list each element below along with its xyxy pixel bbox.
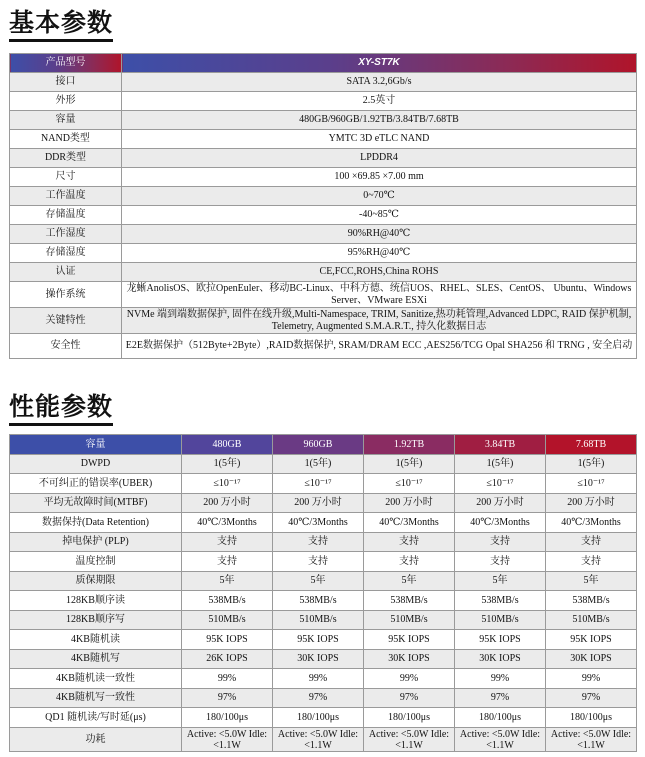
row-value: 99% xyxy=(364,669,455,689)
table-row xyxy=(10,187,637,206)
row-value: 200 万小时 xyxy=(364,494,455,513)
row-value: 5年 xyxy=(273,572,364,591)
row-label: 存储湿度 xyxy=(10,244,122,263)
row-value: Active: <5.0W Idle: <1.1W xyxy=(182,728,273,752)
table-header-row xyxy=(10,435,637,455)
table-row xyxy=(10,334,637,359)
table-row xyxy=(10,669,637,689)
row-value: 5年 xyxy=(182,572,273,591)
basic-params-title: 基本参数 xyxy=(9,3,113,39)
row-value: 97% xyxy=(455,689,546,708)
row-label: DDR类型 xyxy=(10,149,122,168)
header-cell-3-84tb: 3.84TB xyxy=(455,435,546,455)
row-label: QD1 随机读/写时延(μs) xyxy=(10,708,182,728)
row-label: 128KB顺序写 xyxy=(10,611,182,630)
row-value: 180/100μs xyxy=(455,708,546,728)
row-value: 99% xyxy=(182,669,273,689)
row-label: 4KB随机读 xyxy=(10,630,182,650)
row-value: 97% xyxy=(364,689,455,708)
row-value: 40℃/3Months xyxy=(546,513,637,533)
row-value: 5年 xyxy=(364,572,455,591)
row-value: 538MB/s xyxy=(182,591,273,611)
row-label: 温度控制 xyxy=(10,552,182,572)
row-label: 工作湿度 xyxy=(10,225,122,244)
row-label: NAND类型 xyxy=(10,130,122,149)
row-label: 128KB顺序读 xyxy=(10,591,182,611)
row-value: 5年 xyxy=(546,572,637,591)
row-value: 支持 xyxy=(273,552,364,572)
header-cell-model: XY-ST7K xyxy=(122,54,637,73)
row-value: 1(5年) xyxy=(364,455,455,474)
row-value: 95K IOPS xyxy=(273,630,364,650)
table-row xyxy=(10,206,637,225)
row-value: 30K IOPS xyxy=(455,650,546,669)
row-value: 支持 xyxy=(546,552,637,572)
row-label: 操作系统 xyxy=(10,282,122,308)
row-value: 510MB/s xyxy=(364,611,455,630)
table-row xyxy=(10,244,637,263)
row-value: 95K IOPS xyxy=(364,630,455,650)
row-value: 支持 xyxy=(455,552,546,572)
row-value: 支持 xyxy=(546,533,637,552)
table-row xyxy=(10,474,637,494)
row-label: 工作温度 xyxy=(10,187,122,206)
row-label: 功耗 xyxy=(10,728,182,752)
table-row xyxy=(10,650,637,669)
row-label: 认证 xyxy=(10,263,122,282)
row-value: 95%RH@40℃ xyxy=(122,244,637,263)
row-value: 97% xyxy=(182,689,273,708)
row-label: 平均无故障时间(MTBF) xyxy=(10,494,182,513)
row-value: 支持 xyxy=(273,533,364,552)
row-label: 4KB随机写一致性 xyxy=(10,689,182,708)
row-value: 40℃/3Months xyxy=(364,513,455,533)
table-row xyxy=(10,494,637,513)
row-value: -40~85℃ xyxy=(122,206,637,225)
row-value: 1(5年) xyxy=(273,455,364,474)
row-value: 200 万小时 xyxy=(182,494,273,513)
table-row xyxy=(10,708,637,728)
table-header-row xyxy=(10,54,637,73)
header-cell-480gb: 480GB xyxy=(182,435,273,455)
table-row xyxy=(10,591,637,611)
table-row xyxy=(10,92,637,111)
row-value: 支持 xyxy=(182,533,273,552)
table-row xyxy=(10,630,637,650)
row-value: 30K IOPS xyxy=(273,650,364,669)
perf-params-title: 性能参数 xyxy=(9,387,113,423)
row-value: E2E数据保护（512Byte+2Byte）,RAID数据保护, SRAM/DRAM ECC ,AES256/TCG Opal SHA256 和 TRNG , 安全启动 xyxy=(122,334,637,359)
row-value: 2.5英寸 xyxy=(122,92,637,111)
row-label: 安全性 xyxy=(10,334,122,359)
row-value: 0~70℃ xyxy=(122,187,637,206)
perf-params-table xyxy=(9,434,637,752)
row-label: 外形 xyxy=(10,92,122,111)
row-value: 99% xyxy=(273,669,364,689)
row-label: 存储温度 xyxy=(10,206,122,225)
row-label: 4KB随机写 xyxy=(10,650,182,669)
row-value: SATA 3.2,6Gb/s xyxy=(122,73,637,92)
header-cell-960gb: 960GB xyxy=(273,435,364,455)
table-row xyxy=(10,263,637,282)
row-label: 接口 xyxy=(10,73,122,92)
row-label: 4KB随机读一致性 xyxy=(10,669,182,689)
table-row xyxy=(10,149,637,168)
row-value: Active: <5.0W Idle: <1.1W xyxy=(273,728,364,752)
row-value: 95K IOPS xyxy=(182,630,273,650)
row-value: 538MB/s xyxy=(273,591,364,611)
row-value: 180/100μs xyxy=(546,708,637,728)
row-value: LPDDR4 xyxy=(122,149,637,168)
row-value: Active: <5.0W Idle: <1.1W xyxy=(546,728,637,752)
row-value: 龙蜥AnolisOS、欧拉OpenEuler、移动BC-Linux、中科方德、统信UOS、RHEL、SLES、CentOS、 Ubuntu、Windows Server、VMware ESXi xyxy=(122,282,637,308)
table-row xyxy=(10,455,637,474)
row-value: ≤10⁻¹⁷ xyxy=(455,474,546,494)
row-value: 支持 xyxy=(182,552,273,572)
table-row xyxy=(10,728,637,752)
header-cell-label: 产品型号 xyxy=(10,54,122,73)
table-row xyxy=(10,552,637,572)
row-value: 30K IOPS xyxy=(364,650,455,669)
row-label: 掉电保护 (PLP) xyxy=(10,533,182,552)
header-cell-7-68tb: 7.68TB xyxy=(546,435,637,455)
row-value: 1(5年) xyxy=(455,455,546,474)
row-label: 不可纠正的错误率(UBER) xyxy=(10,474,182,494)
row-value: 95K IOPS xyxy=(455,630,546,650)
row-value: 99% xyxy=(546,669,637,689)
row-value: 480GB/960GB/1.92TB/3.84TB/7.68TB xyxy=(122,111,637,130)
row-label: 尺寸 xyxy=(10,168,122,187)
row-value: NVMe 端到端数据保护, 固件在线升级,Multi-Namespace, TRIM, Sanitize,热功耗管理,Advanced LDPC, RAID 保护机制, Telemetry, Augmented S.M.A.R.T., 持久化数据日志 xyxy=(122,308,637,334)
row-value: 1(5年) xyxy=(182,455,273,474)
row-value: 26K IOPS xyxy=(182,650,273,669)
basic-params-table xyxy=(9,53,637,359)
row-value: 538MB/s xyxy=(455,591,546,611)
row-value: 支持 xyxy=(364,533,455,552)
table-row xyxy=(10,130,637,149)
row-value: ≤10⁻¹⁷ xyxy=(182,474,273,494)
row-value: YMTC 3D eTLC NAND xyxy=(122,130,637,149)
row-value: 510MB/s xyxy=(182,611,273,630)
header-cell-capacity: 容量 xyxy=(10,435,182,455)
row-value: 5年 xyxy=(455,572,546,591)
row-value: 180/100μs xyxy=(182,708,273,728)
table-row xyxy=(10,611,637,630)
row-value: Active: <5.0W Idle: <1.1W xyxy=(455,728,546,752)
row-value: 538MB/s xyxy=(546,591,637,611)
table-row xyxy=(10,689,637,708)
row-value: 支持 xyxy=(364,552,455,572)
row-value: ≤10⁻¹⁷ xyxy=(546,474,637,494)
row-value: 99% xyxy=(455,669,546,689)
row-label: 关键特性 xyxy=(10,308,122,334)
row-value: 1(5年) xyxy=(546,455,637,474)
row-value: ≤10⁻¹⁷ xyxy=(364,474,455,494)
row-value: 510MB/s xyxy=(546,611,637,630)
header-cell-1-92tb: 1.92TB xyxy=(364,435,455,455)
row-value: 97% xyxy=(546,689,637,708)
row-value: 200 万小时 xyxy=(546,494,637,513)
row-value: 100 ×69.85 ×7.00 mm xyxy=(122,168,637,187)
row-value: 538MB/s xyxy=(364,591,455,611)
row-value: 40℃/3Months xyxy=(455,513,546,533)
row-label: 质保期限 xyxy=(10,572,182,591)
row-value: 支持 xyxy=(455,533,546,552)
row-value: CE,FCC,ROHS,China ROHS xyxy=(122,263,637,282)
table-row xyxy=(10,225,637,244)
table-row xyxy=(10,111,637,130)
row-value: 200 万小时 xyxy=(273,494,364,513)
row-label: 数据保持(Data Retention) xyxy=(10,513,182,533)
row-value: 97% xyxy=(273,689,364,708)
table-row xyxy=(10,282,637,308)
row-value: ≤10⁻¹⁷ xyxy=(273,474,364,494)
row-value: 30K IOPS xyxy=(546,650,637,669)
row-label: 容量 xyxy=(10,111,122,130)
row-value: 510MB/s xyxy=(273,611,364,630)
row-value: 510MB/s xyxy=(455,611,546,630)
row-value: 95K IOPS xyxy=(546,630,637,650)
table-row xyxy=(10,572,637,591)
row-value: 40℃/3Months xyxy=(273,513,364,533)
table-row xyxy=(10,513,637,533)
row-value: 180/100μs xyxy=(364,708,455,728)
row-value: 180/100μs xyxy=(273,708,364,728)
table-row xyxy=(10,533,637,552)
row-value: Active: <5.0W Idle: <1.1W xyxy=(364,728,455,752)
table-row xyxy=(10,168,637,187)
table-row xyxy=(10,73,637,92)
row-value: 40℃/3Months xyxy=(182,513,273,533)
row-label: DWPD xyxy=(10,455,182,474)
row-value: 200 万小时 xyxy=(455,494,546,513)
row-value: 90%RH@40℃ xyxy=(122,225,637,244)
table-row xyxy=(10,308,637,334)
